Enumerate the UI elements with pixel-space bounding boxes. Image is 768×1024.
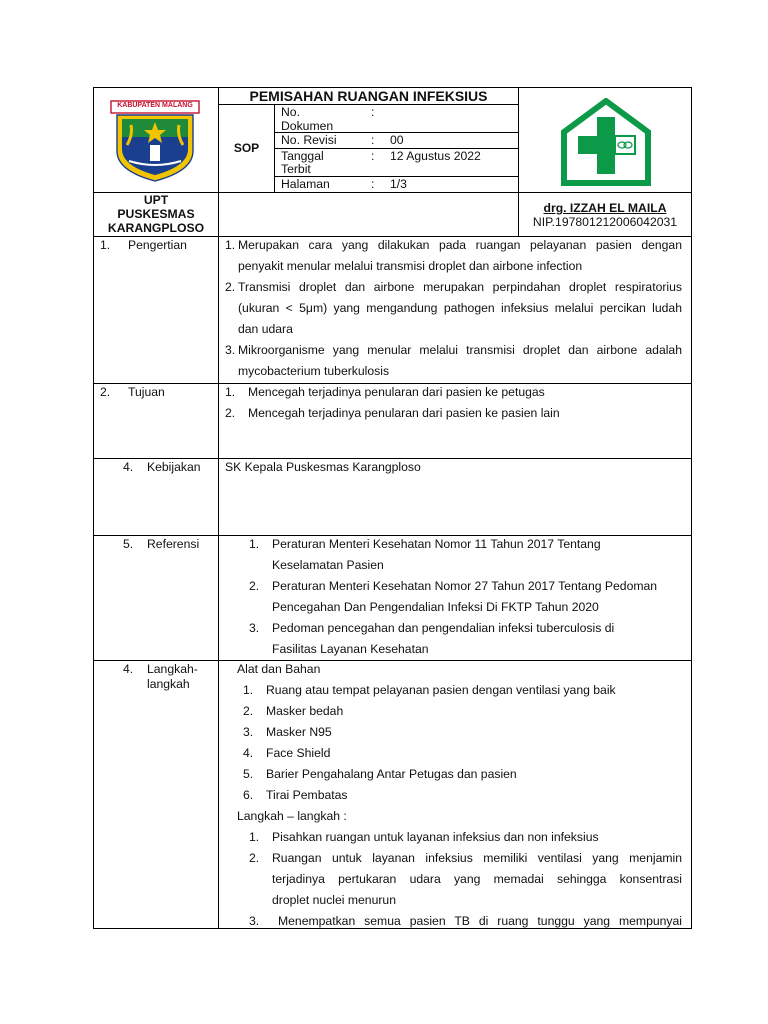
list-item-text: Mikroorganisme yang menular melalui transmisi droplet dan airbone adalah (238, 343, 682, 357)
no-dokumen-sep: : (371, 105, 375, 119)
list-item-text: Transmisi droplet dan airbone merupakan perpindahan droplet respiratorius (238, 280, 682, 294)
list-item-text: mycobacterium tuberkulosis (238, 364, 390, 378)
list-item-text: Barier Pengahalang Antar Petugas dan pasien (266, 767, 517, 781)
list-number: 2. (249, 579, 260, 593)
list-item-text: Tirai Pembatas (266, 788, 348, 802)
header-divider (218, 87, 219, 929)
list-number: 1. (225, 238, 236, 252)
list-number: 4. (243, 746, 254, 760)
langkah-heading: Langkah – langkah : (237, 809, 347, 823)
list-item-text: dan udara (238, 322, 293, 336)
section-divider (93, 660, 692, 661)
list-item-text: Ruangan untuk layanan infeksius memiliki ventilasi yang menjamin (272, 851, 682, 865)
list-item-text: Peraturan Menteri Kesehatan Nomor 11 Tahun 2017 Tentang (272, 537, 601, 551)
list-item-text: Pisahkan ruangan untuk layanan infeksius dan non infeksius (272, 830, 599, 844)
no-revisi-value: 00 (390, 133, 404, 147)
section-label-referensi: Referensi (147, 537, 200, 551)
tanggal-terbit-label-2: Terbit (281, 162, 311, 176)
section-number: 1. (100, 238, 111, 252)
list-number: 1. (249, 830, 260, 844)
list-number: 1. (243, 683, 254, 697)
list-item-text: Masker bedah (266, 704, 344, 718)
halaman-sep: : (371, 177, 375, 191)
list-number: 2. (225, 406, 236, 420)
logo-caption: KABUPATEN MALANG (117, 102, 193, 109)
header-divider (93, 236, 692, 237)
no-dokumen-label-2: Dokumen (281, 119, 334, 133)
header-divider (218, 104, 519, 105)
list-item-text: Fasilitas Layanan Kesehatan (272, 642, 429, 656)
section-label-kebijakan: Kebijakan (147, 460, 201, 474)
section-label-langkah-2: langkah (147, 677, 190, 691)
list-item-text: Pencegahan Dan Pengendalian Infeksi Di FKTP Tahun 2020 (272, 600, 599, 614)
list-number: 6. (243, 788, 254, 802)
list-item-text: Merupakan cara yang dilakukan pada ruangan pelayanan pasien dengan (238, 238, 682, 252)
document-title: PEMISAHAN RUANGAN INFEKSIUS (249, 88, 488, 104)
list-number: 2. (225, 280, 236, 294)
list-number: 3. (249, 621, 260, 635)
no-dokumen-label: No. (281, 105, 300, 119)
list-item-text: Pedoman pencegahan dan pengendalian infeksi tuberculosis di (272, 621, 615, 635)
section-number: 4. (123, 662, 134, 676)
section-number: 2. (100, 385, 111, 399)
section-label-langkah: Langkah- (147, 662, 198, 676)
section-label-tujuan: Tujuan (128, 385, 165, 399)
kabupaten-malang-logo (107, 99, 203, 183)
list-item-text: Peraturan Menteri Kesehatan Nomor 27 Tahun 2017 Tentang Pedoman (272, 579, 658, 593)
tanggal-terbit-sep: : (371, 149, 375, 163)
no-revisi-sep: : (371, 133, 375, 147)
section-divider (93, 458, 692, 459)
section-number: 5. (123, 537, 134, 551)
halaman-label: Halaman (281, 177, 330, 191)
list-number: 5. (243, 767, 254, 781)
section-divider (93, 383, 692, 384)
list-item-text: penyakit menular melalui transmisi droplet dan airbone infection (238, 259, 583, 273)
alat-heading: Alat dan Bahan (237, 662, 321, 676)
no-revisi-label: No. Revisi (281, 133, 337, 147)
tanggal-terbit-value: 12 Agustus 2022 (390, 149, 481, 163)
list-item-text: Mencegah terjadinya penularan dari pasien ke petugas (248, 385, 545, 399)
list-number: 1. (225, 385, 236, 399)
org-line-2: PUSKESMAS (117, 207, 195, 221)
puskesmas-logo (560, 98, 652, 186)
list-number: 3. (225, 343, 236, 357)
table-border-right (691, 87, 692, 929)
list-number: 3. (249, 914, 260, 928)
list-item-text: droplet nuclei menurun (272, 893, 396, 907)
section-divider (93, 535, 692, 536)
list-item-text: Masker N95 (266, 725, 332, 739)
list-number: 2. (249, 851, 260, 865)
kebijakan-text: SK Kepala Puskesmas Karangploso (225, 460, 421, 474)
list-item-text: Ruang atau tempat pelayanan pasien dengan ventilasi yang baik (266, 683, 616, 697)
list-number: 1. (249, 537, 260, 551)
list-item-text: Face Shield (266, 746, 331, 760)
tanggal-terbit-label: Tanggal (281, 149, 324, 163)
list-number: 3. (243, 725, 254, 739)
sop-label: SOP (233, 141, 260, 155)
list-number: 2. (243, 704, 254, 718)
list-item-text: Mencegah terjadinya penularan dari pasien ke pasien lain (248, 406, 560, 420)
list-item-text: terjadinya pertukaran udara yang memadai sehingga konsentrasi (272, 872, 682, 886)
halaman-value: 1/3 (390, 177, 407, 191)
signer-nip: NIP.197801212006042031 (532, 215, 678, 229)
section-label-pengertian: Pengertian (128, 238, 187, 252)
org-line-3: KARANGPLOSO (107, 221, 205, 235)
org-line-1: UPT (143, 193, 169, 207)
table-border-bottom (93, 928, 692, 929)
list-item-text: (ukuran < 5μm) yang mengandung pathogen infeksius melalui percikan ludah (238, 301, 682, 315)
list-item-text: Menempatkan semua pasien TB di ruang tunggu yang mempunyai (278, 914, 682, 928)
section-number: 4. (123, 460, 134, 474)
signer-name: drg. IZZAH EL MAILA (543, 201, 667, 215)
list-item-text: Keselamatan Pasien (272, 558, 384, 572)
